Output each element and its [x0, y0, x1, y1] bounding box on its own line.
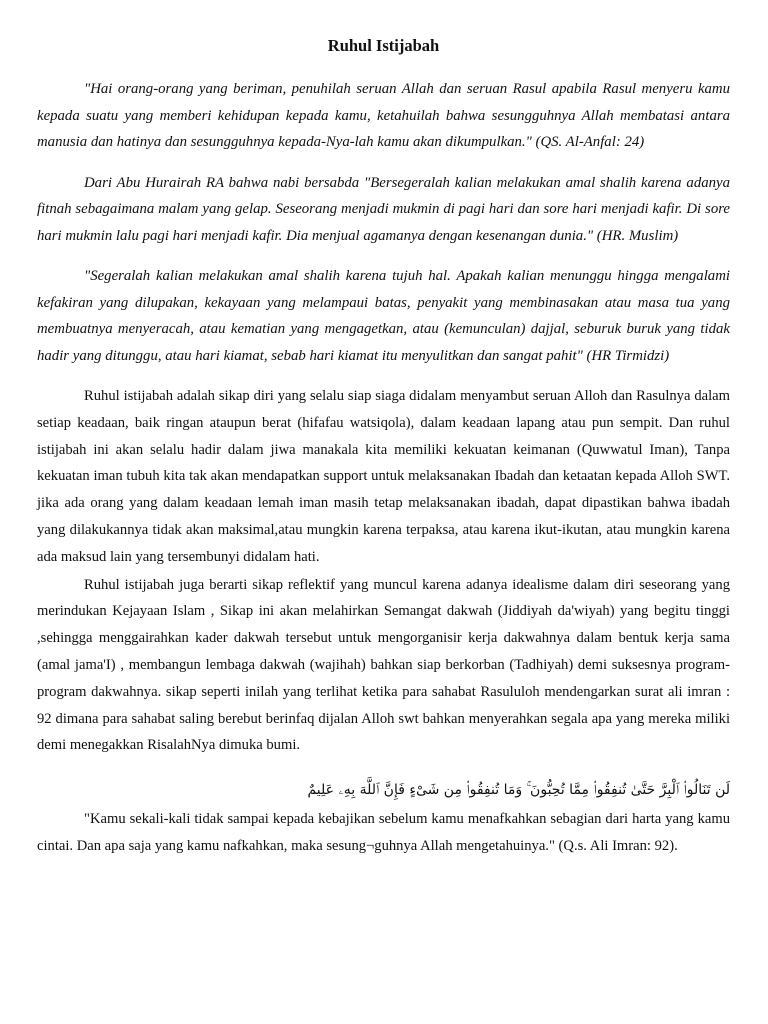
arabic-verse: لَن تَنَالُوا۟ ٱلْبِرَّ حَتَّىٰ تُنفِقُوا۟ مِمَّا تُحِبُّونَ ۚ وَمَا تُنفِقُوا۟ مِن شَىْءٍ فَإِنَّ ٱللَّهَ بِهِۦ عَلِيمٌ	[307, 782, 730, 799]
quote-al-anfal: "Hai orang-orang yang beriman, penuhilah seruan Allah dan seruan Rasul apabila Rasul menyeru kamu kepada suatu yang memberi kehidupan kepada kamu, ketahuilah bahwa sesungguhnya Allah membatasi antara manusia dan hatinya dan sesungguhnya kepada-Nya-lah kamu akan dikumpulkan." (QS. Al-Anfal: 24)	[37, 81, 730, 150]
page-title: Ruhul Istijabah	[327, 36, 440, 55]
verse-translation: "Kamu sekali-kali tidak sampai kepada kebajikan sebelum kamu menafkahkan sebagian dari harta yang kamu cintai. Dan apa saja yang kamu nafkahkan, maka sesung¬guhnya Allah mengetahuinya." (Q.s. Ali Imran: 92).	[37, 811, 730, 854]
paragraph-reflective: Ruhul istijabah juga berarti sikap reflektif yang muncul karena adanya idealisme dalam diri seseorang yang merindukan Kejayaan Islam , Sikap ini akan melahirkan Semangat dakwah (Jiddiyah da'wiyah) yang begitu tinggi ,sehingga menggairahkan kader dakwah tersebut untuk mengorganisir kerja dakwahnya dalam bentuk kerja sama (amal jama'I) , membangun lembaga dakwah (wajihah) bahkan siap berkorban (Tadhiyah) demi suksesnya program-program dakwahnya. sikap seperti inilah yang terlihat ketika para sahabat Rasululoh mendengarkan surat ali imran : 92 dimana para sahabat saling berebut berinfaq dijalan Alloh swt bahkan menyerahkan segala apa yang mereka miliki demi menegakkan RisalahNya dimuka bumi.	[37, 576, 730, 754]
paragraph-definition: Ruhul istijabah adalah sikap diri yang selalu siap siaga didalam menyambut seruan Alloh dan Rasulnya dalam setiap keadaan, baik ringan ataupun berat (hifafau watsiqola), dalam keadaan lapang atau pun sempit. Dan ruhul istijabah ini akan selalu hadir dalam jiwa manakala kita memiliki kekuatan keimanan (Quwwatul Iman), Tanpa kekuatan iman tubuh kita tak akan mendapatkan support untuk melaksanakan Ibadah dan ketaatan kepada Alloh SWT. jika ada orang yang dalam keadaan lemah iman masih tetap melaksanakan ibadah, dapat dipastikan bahwa ibadah yang dilakukannya tidak akan maksimal,atau mungkin karena terpaksa, atau karena ikut-ikutan, atau mungkin karena ada maksud lain yang tersembunyi didalam hati.	[37, 388, 730, 565]
quote-hr-tirmidzi: "Segeralah kalian melakukan amal shalih karena tujuh hal. Apakah kalian menunggu hingga mengalami kefakiran yang dilupakan, kekayaan yang melampaui batas, penyakit yang membinasakan atau masa tua yang membuatnya menyeracah, atau kematian yang mengagetkan, atau (kemunculan) dajjal, seburuk buruk yang tidak hadir yang ditunggu, atau hari kiamat, sebab hari kiamat itu menyulitkan dan sangat pahit" (HR Tirmidzi)	[37, 268, 730, 364]
quote-hr-muslim: Dari Abu Hurairah RA bahwa nabi bersabda "Bersegeralah kalian melakukan amal shalih karena adanya fitnah sebagaimana malam yang gelap. Seseorang menjadi mukmin di pagi hari dan sore hari menjadi kafir. Di sore hari mukmin lalu pagi hari menjadi kafir. Dia menjual agamanya dengan kesenangan dunia." (HR. Muslim)	[37, 174, 730, 244]
